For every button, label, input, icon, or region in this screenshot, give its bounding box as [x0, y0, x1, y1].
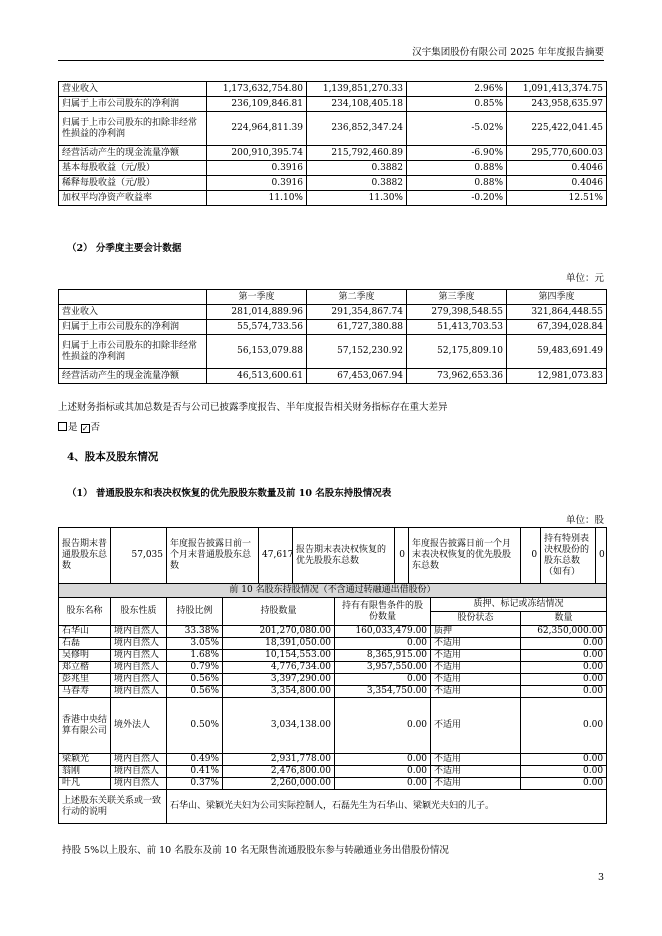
shareholder-row — [59, 778, 607, 790]
shareholder-ratio: 0.41% — [167, 766, 223, 778]
shareholder-name: 郑立楷 — [59, 662, 111, 674]
shareholder-row — [59, 754, 607, 766]
shareholder-status: 不适用 — [431, 754, 521, 766]
shareholder-status: 不适用 — [431, 638, 521, 650]
metric-label: 经营活动产生的现金流量净额 — [59, 146, 207, 161]
main-row — [59, 82, 607, 97]
shareholder-amount: 62,350,000.00 — [521, 626, 607, 638]
summary-value-5: 0 — [596, 528, 607, 584]
metric-value: -5.02% — [407, 112, 507, 146]
page-number: 3 — [597, 872, 604, 883]
q-col-2: 第二季度 — [307, 290, 407, 305]
shareholder-nature: 境内自然人 — [111, 766, 167, 778]
quarter-value: 73,962,653.36 — [407, 369, 507, 384]
related-row — [59, 790, 607, 824]
shareholder-ratio: 0.37% — [167, 778, 223, 790]
quarter-value: 12,981,073.83 — [507, 369, 607, 384]
shareholder-amount: 0.00 — [521, 754, 607, 766]
quarter-value: 59,483,691.49 — [507, 335, 607, 369]
col-qty: 持股数量 — [223, 598, 335, 626]
quarter-value: 57,152,230.92 — [307, 335, 407, 369]
main-row — [59, 97, 607, 112]
header-rule — [58, 60, 604, 61]
shareholder-qty: 18,391,050.00 — [223, 638, 335, 650]
quarterly-unit: 单位：元 — [565, 273, 604, 284]
col-nature: 股东性质 — [111, 598, 167, 626]
shareholder-restricted: 0.00 — [335, 754, 431, 766]
shareholder-row — [59, 686, 607, 698]
shareholder-row — [59, 766, 607, 778]
col-name: 股东名称 — [59, 598, 111, 626]
summary-label-1: 报告期末普通股股东总数 — [59, 528, 111, 584]
shareholder-nature: 境内自然人 — [111, 778, 167, 790]
shareholder-restricted: 160,033,479.00 — [335, 626, 431, 638]
top10-title: 前 10 名股东持股情况（不含通过转融通出借股份） — [59, 584, 607, 598]
metric-value: 1,139,851,270.33 — [307, 82, 407, 97]
option-no: 否 — [90, 422, 101, 433]
quarter-value: 52,175,809.10 — [407, 335, 507, 369]
summary-label-4: 年度报告披露日前一个月末表决权恢复的优先股股东总数 — [409, 528, 521, 584]
summary-value-4: 0 — [521, 528, 541, 584]
metric-value: 225,422,041.45 — [507, 112, 607, 146]
shareholder-restricted: 0.00 — [335, 698, 431, 754]
shareholders-table — [58, 527, 607, 824]
shareholder-row — [59, 698, 607, 754]
metric-value: 236,852,347.24 — [307, 112, 407, 146]
q-col-4: 第四季度 — [507, 290, 607, 305]
shareholder-nature: 境内自然人 — [111, 662, 167, 674]
shareholder-name: 石华山 — [59, 626, 111, 638]
shareholder-row — [59, 626, 607, 638]
related-text: 石华山、梁颖光夫妇为公司实际控制人，石磊先生为石华山、梁颖光夫妇的儿子。 — [167, 790, 607, 824]
metric-value: 0.3916 — [207, 161, 307, 176]
shareholder-name: 香港中央结算有限公司 — [59, 698, 111, 754]
section4-subtitle: （1） 普通股股东和表决权恢复的优先股股东数量及前 10 名股东持股情况表 — [67, 488, 392, 499]
metric-value: 0.88% — [407, 176, 507, 191]
checkbox-no-checked: ✓ — [81, 424, 89, 433]
shareholder-qty: 2,931,778.00 — [223, 754, 335, 766]
metric-value: 243,958,635.97 — [507, 97, 607, 112]
shareholder-qty: 3,034,138.00 — [223, 698, 335, 754]
summary-value-3: 0 — [395, 528, 409, 584]
summary-label-2: 年度报告披露日前一个月末普通股股东总数 — [167, 528, 259, 584]
shareholder-restricted: 3,354,750.00 — [335, 686, 431, 698]
quarter-value: 51,413,703.53 — [407, 320, 507, 335]
main-financial-table — [58, 81, 607, 206]
metric-value: 0.3882 — [307, 161, 407, 176]
shareholder-name: 彭兆里 — [59, 674, 111, 686]
page-header: 汉宇集团股份有限公司 2025 年年度报告摘要 — [412, 47, 604, 58]
shareholder-name: 梁颖光 — [59, 754, 111, 766]
summary-label-5: 持有特别表决权股份的股东总数（如有） — [541, 528, 596, 584]
quarter-metric-label: 归属于上市公司股东的扣除非经常性损益的净利润 — [59, 335, 207, 369]
shareholder-row — [59, 638, 607, 650]
metric-value: -6.90% — [407, 146, 507, 161]
quarter-value: 321,864,448.55 — [507, 305, 607, 320]
shareholder-ratio: 0.49% — [167, 754, 223, 766]
summary-label-3: 报告期末表决权恢复的优先股股东总数 — [293, 528, 395, 584]
quarter-value: 279,398,548.55 — [407, 305, 507, 320]
metric-value: 2.96% — [407, 82, 507, 97]
shareholder-amount: 0.00 — [521, 650, 607, 662]
quarter-metric-label: 经营活动产生的现金流量净额 — [59, 369, 207, 384]
shareholder-amount: 0.00 — [521, 778, 607, 790]
quarter-metric-label: 归属于上市公司股东的净利润 — [59, 320, 207, 335]
q-col-1: 第一季度 — [207, 290, 307, 305]
shareholder-restricted: 3,957,550.00 — [335, 662, 431, 674]
shareholder-nature: 境内自然人 — [111, 754, 167, 766]
metric-value: 224,964,811.39 — [207, 112, 307, 146]
metric-value: 0.4046 — [507, 176, 607, 191]
col-restricted: 持有有限售条件的股份数量 — [335, 598, 431, 626]
metric-label: 基本每股收益（元/股） — [59, 161, 207, 176]
metric-label: 营业收入 — [59, 82, 207, 97]
shareholder-qty: 4,776,734.00 — [223, 662, 335, 674]
quarter-value: 67,453,067.94 — [307, 369, 407, 384]
quarter-value: 46,513,600.61 — [207, 369, 307, 384]
shareholder-qty: 3,397,290.00 — [223, 674, 335, 686]
shareholder-nature: 境外法人 — [111, 698, 167, 754]
shareholder-name: 叶凡 — [59, 778, 111, 790]
section4-title: 4、股本及股东情况 — [67, 451, 159, 463]
quarter-value: 61,727,380.88 — [307, 320, 407, 335]
section4-unit: 单位：股 — [565, 515, 604, 526]
shareholder-restricted: 0.00 — [335, 766, 431, 778]
metric-value: 1,091,413,374.75 — [507, 82, 607, 97]
summary-value-2: 47,617 — [259, 528, 293, 584]
summary-value-1: 57,035 — [111, 528, 167, 584]
shareholder-restricted: 0.00 — [335, 638, 431, 650]
shareholder-status: 不适用 — [431, 686, 521, 698]
metric-value: 11.30% — [307, 191, 407, 206]
col-amount: 数量 — [521, 612, 607, 626]
shareholder-amount: 0.00 — [521, 638, 607, 650]
shareholder-nature: 境内自然人 — [111, 638, 167, 650]
col-ratio: 持股比例 — [167, 598, 223, 626]
metric-label: 归属于上市公司股东的净利润 — [59, 97, 207, 112]
metric-value: -0.20% — [407, 191, 507, 206]
shareholder-nature: 境内自然人 — [111, 626, 167, 638]
shareholder-ratio: 0.56% — [167, 674, 223, 686]
metric-value: 0.4046 — [507, 161, 607, 176]
shareholder-nature: 境内自然人 — [111, 674, 167, 686]
shareholder-row — [59, 650, 607, 662]
shareholder-amount: 0.00 — [521, 686, 607, 698]
main-row — [59, 161, 607, 176]
quarter-row — [59, 305, 607, 320]
quarter-value: 291,354,867.74 — [307, 305, 407, 320]
shareholder-status: 不适用 — [431, 650, 521, 662]
shareholder-qty: 201,270,080.00 — [223, 626, 335, 638]
shareholder-qty: 10,154,553.00 — [223, 650, 335, 662]
shareholder-ratio: 0.50% — [167, 698, 223, 754]
shareholder-nature: 境内自然人 — [111, 686, 167, 698]
metric-value: 0.88% — [407, 161, 507, 176]
q-header-blank — [59, 290, 207, 305]
quarter-value: 67,394,028.84 — [507, 320, 607, 335]
shareholder-row — [59, 674, 607, 686]
main-row — [59, 146, 607, 161]
checkbox-yes — [58, 422, 67, 431]
main-row — [59, 112, 607, 146]
metric-value: 200,910,395.74 — [207, 146, 307, 161]
shareholder-amount: 0.00 — [521, 698, 607, 754]
shareholder-name: 马春寿 — [59, 686, 111, 698]
quarter-value: 56,153,079.88 — [207, 335, 307, 369]
shareholder-qty: 2,260,000.00 — [223, 778, 335, 790]
shareholder-status: 质押 — [431, 626, 521, 638]
shareholder-amount: 0.00 — [521, 766, 607, 778]
metric-value: 236,109,846.81 — [207, 97, 307, 112]
quarterly-table — [58, 289, 607, 384]
shareholder-ratio: 0.56% — [167, 686, 223, 698]
shareholder-ratio: 33.38% — [167, 626, 223, 638]
shareholder-qty: 2,476,800.00 — [223, 766, 335, 778]
quarter-row — [59, 335, 607, 369]
shareholder-status: 不适用 — [431, 766, 521, 778]
metric-value: 215,792,460.89 — [307, 146, 407, 161]
metric-label: 稀释每股收益（元/股） — [59, 176, 207, 191]
shareholder-status: 不适用 — [431, 674, 521, 686]
shareholder-amount: 0.00 — [521, 662, 607, 674]
difference-options — [58, 419, 100, 433]
shareholder-amount: 0.00 — [521, 674, 607, 686]
footer-note: 持股 5%以上股东、前 10 名股东及前 10 名无限售流通股股东参与转融通业务出借股份情况 — [62, 845, 449, 856]
quarter-row — [59, 369, 607, 384]
shareholder-name: 翁刚 — [59, 766, 111, 778]
shareholder-restricted: 0.00 — [335, 674, 431, 686]
quarter-value: 281,014,889.96 — [207, 305, 307, 320]
metric-value: 0.3916 — [207, 176, 307, 191]
shareholder-row — [59, 662, 607, 674]
quarter-value: 55,574,733.56 — [207, 320, 307, 335]
shareholder-ratio: 0.79% — [167, 662, 223, 674]
quarterly-heading: （2） 分季度主要会计数据 — [67, 243, 182, 254]
quarter-row — [59, 320, 607, 335]
main-row — [59, 176, 607, 191]
q-col-3: 第三季度 — [407, 290, 507, 305]
related-label: 上述股东关联关系或一致行动的说明 — [59, 790, 167, 824]
quarter-metric-label: 营业收入 — [59, 305, 207, 320]
metric-value: 295,770,600.03 — [507, 146, 607, 161]
metric-value: 11.10% — [207, 191, 307, 206]
shareholder-status: 不适用 — [431, 698, 521, 754]
shareholder-restricted: 0.00 — [335, 778, 431, 790]
metric-value: 0.85% — [407, 97, 507, 112]
metric-value: 12.51% — [507, 191, 607, 206]
shareholder-nature: 境内自然人 — [111, 650, 167, 662]
shareholder-status: 不适用 — [431, 662, 521, 674]
col-status: 股份状态 — [431, 612, 521, 626]
shareholder-ratio: 3.05% — [167, 638, 223, 650]
shareholder-qty: 3,354,800.00 — [223, 686, 335, 698]
metric-value: 0.3882 — [307, 176, 407, 191]
shareholder-name: 吴修明 — [59, 650, 111, 662]
metric-label: 加权平均净资产收益率 — [59, 191, 207, 206]
option-yes: 是 — [68, 422, 78, 433]
col-pledge: 质押、标记或冻结情况 — [431, 598, 607, 612]
shareholder-restricted: 8,365,915.00 — [335, 650, 431, 662]
shareholder-name: 石磊 — [59, 638, 111, 650]
shareholder-status: 不适用 — [431, 778, 521, 790]
metric-value: 1,173,632,754.80 — [207, 82, 307, 97]
metric-label: 归属于上市公司股东的扣除非经常性损益的净利润 — [59, 112, 207, 146]
main-row — [59, 191, 607, 206]
metric-value: 234,108,405.18 — [307, 97, 407, 112]
quarterly-note: 上述财务指标或其加总数是否与公司已披露季度报告、半年度报告相关财务指标存在重大差异 — [58, 402, 448, 413]
shareholder-ratio: 1.68% — [167, 650, 223, 662]
